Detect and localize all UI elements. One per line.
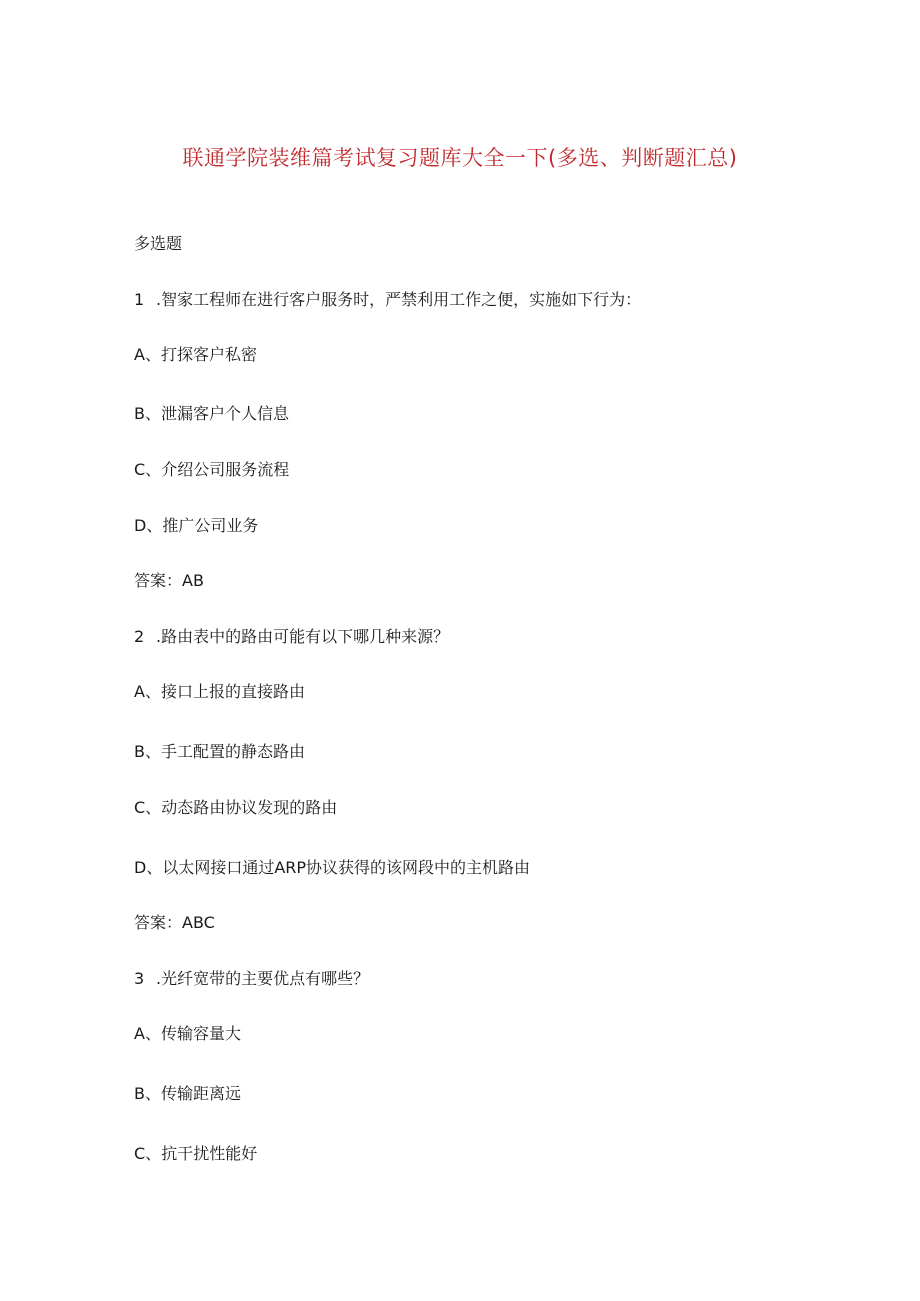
answer-prefix: 答案： xyxy=(134,913,183,932)
option-a: A、传输容量大 xyxy=(134,1024,241,1043)
answer-line xyxy=(134,912,215,934)
option-letter: B xyxy=(134,1084,145,1103)
answer-value: ABC xyxy=(182,913,215,932)
option-c: C、动态路由协议发现的路由 xyxy=(134,798,338,817)
option-text: 接口上报的直接路由 xyxy=(160,682,305,701)
option-text: 以太网接口通过ARP协议获得的该网段中的主机路由 xyxy=(162,858,531,877)
option-letter: C xyxy=(134,460,146,479)
option-c: C、抗干扰性能好 xyxy=(134,1144,258,1163)
option-letter: A xyxy=(134,1024,145,1043)
option-text: 动态路由协议发现的路由 xyxy=(161,798,338,817)
answer-prefix: 答案： xyxy=(134,571,183,590)
answer-line xyxy=(134,570,204,592)
option-d: D、以太网接口通过ARP协议获得的该网段中的主机路由 xyxy=(134,858,531,877)
question-3 xyxy=(134,968,369,990)
question-2 xyxy=(134,626,449,648)
question-1 xyxy=(134,289,641,311)
option-b: B、泄漏客户个人信息 xyxy=(134,404,290,423)
option-text: 抗干扰性能好 xyxy=(161,1144,258,1163)
option-letter: C xyxy=(134,798,146,817)
option-letter: D xyxy=(134,858,147,877)
option-text: 传输容量大 xyxy=(160,1024,241,1043)
option-c: C、介绍公司服务流程 xyxy=(134,460,290,479)
document-title: 联通学院装维篇考试复习题库大全一下(多选、判断题汇总) xyxy=(182,146,738,170)
option-text: 打探客户私密 xyxy=(160,345,257,364)
option-letter: C xyxy=(134,1144,146,1163)
question-text: .路由表中的路由可能有以下哪几种来源？ xyxy=(156,627,450,646)
question-number: 3 xyxy=(134,969,145,988)
option-letter: A xyxy=(134,345,145,364)
option-letter: B xyxy=(134,404,145,423)
option-text: 推广公司业务 xyxy=(162,516,259,535)
option-a: A、打探客户私密 xyxy=(134,345,257,364)
option-b: B、手工配置的静态路由 xyxy=(134,742,306,761)
option-letter: D xyxy=(134,516,147,535)
option-letter: A xyxy=(134,682,145,701)
question-number: 2 xyxy=(134,627,145,646)
option-text: 传输距离远 xyxy=(161,1084,242,1103)
option-d: D、推广公司业务 xyxy=(134,516,259,535)
option-text: 介绍公司服务流程 xyxy=(161,460,290,479)
question-text: .光纤宽带的主要优点有哪些？ xyxy=(156,969,370,988)
option-letter: B xyxy=(134,742,145,761)
option-text: 泄漏客户个人信息 xyxy=(161,404,290,423)
option-a: A、接口上报的直接路由 xyxy=(134,682,305,701)
question-number: 1 xyxy=(134,290,145,309)
option-text: 手工配置的静态路由 xyxy=(161,742,306,761)
option-b: B、传输距离远 xyxy=(134,1084,242,1103)
question-text: .智家工程师在进行客户服务时，严禁利用工作之便，实施如下行为： xyxy=(156,290,642,309)
section-heading: 多选题 xyxy=(134,234,183,253)
answer-value: AB xyxy=(182,571,204,590)
